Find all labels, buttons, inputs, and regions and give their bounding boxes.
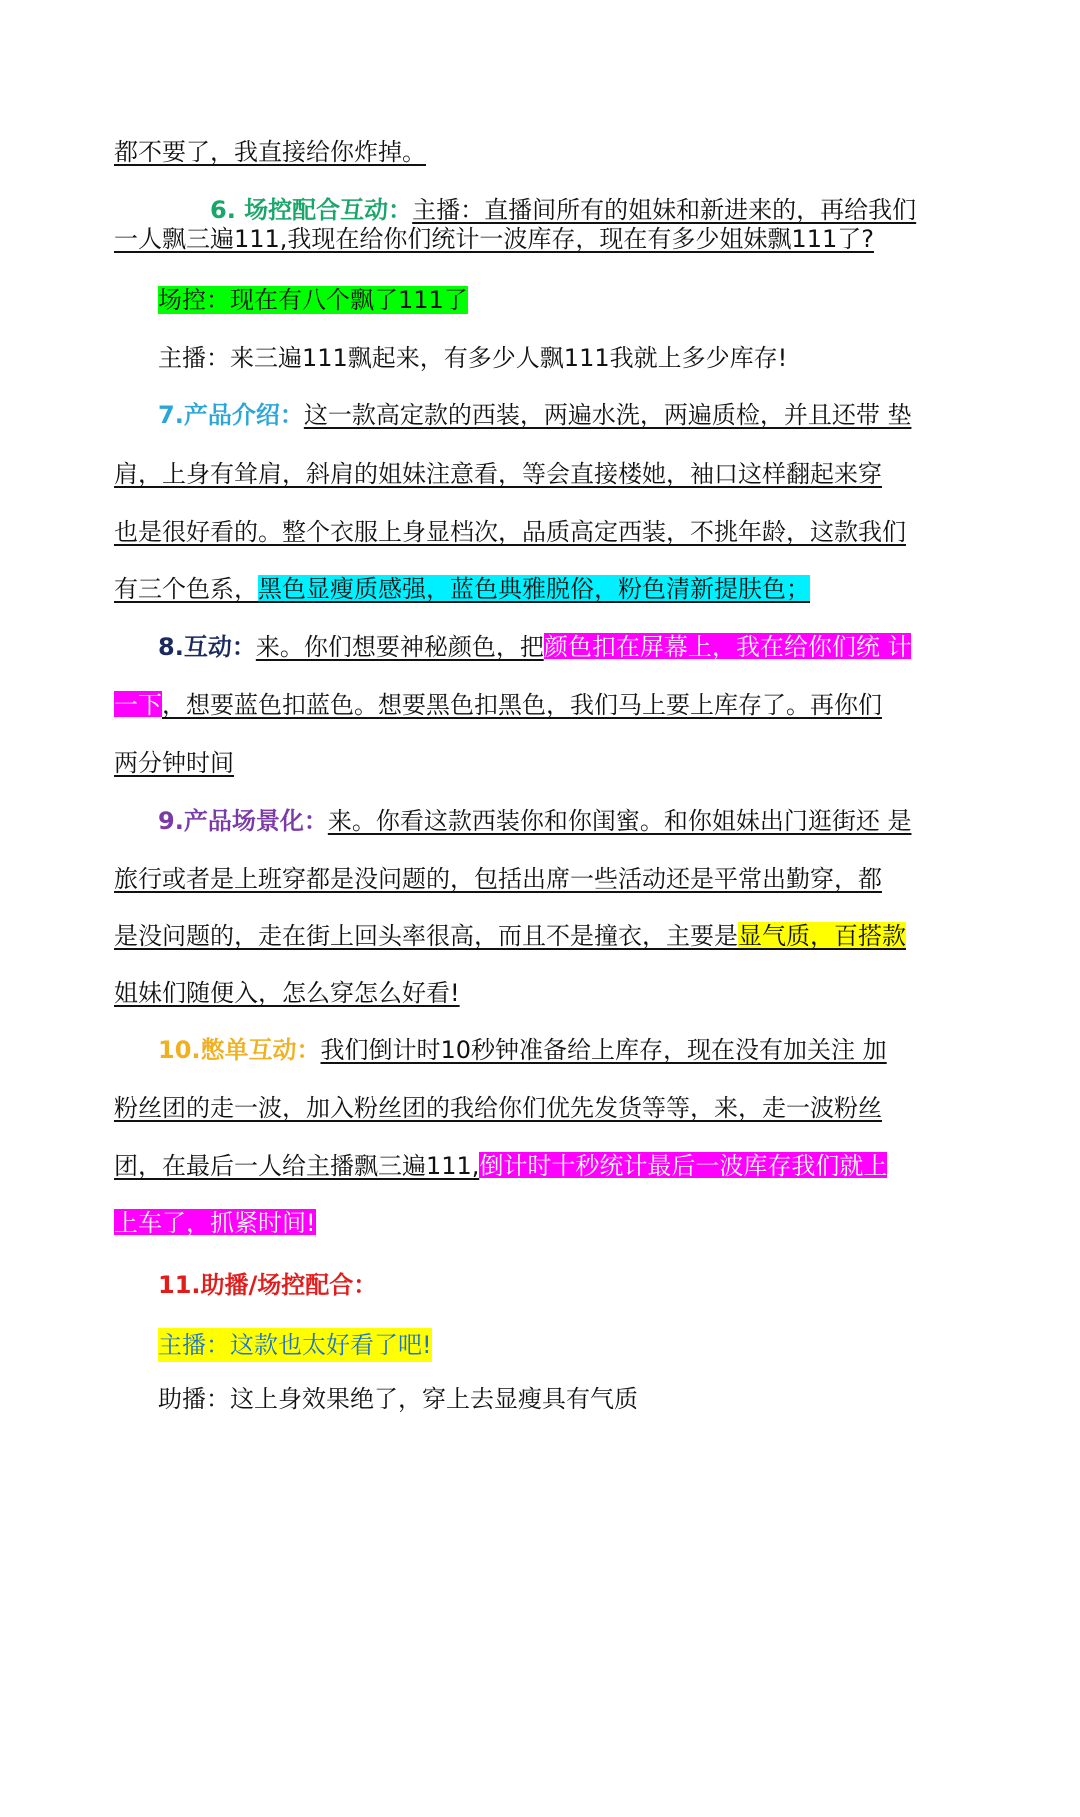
section-7-text: 肩，上身有耸肩，斜肩的姐妹注意看，等会直接楼她，袖口这样翻起来穿 — [114, 460, 882, 488]
highlight-magenta: 颜色扣在屏幕上，我在给你们统 计 — [543, 633, 912, 661]
section-6-line-4 — [158, 341, 966, 375]
highlight-cyan: 黑色显瘦质感强，蓝色典雅脱俗，粉色清新提肤色； — [258, 575, 810, 603]
section-7-line-3 — [114, 515, 1020, 549]
section-6-line-2 — [114, 222, 1020, 256]
section-11-heading: 11.助播/场控配合： — [158, 1271, 378, 1299]
section-8-line-2 — [114, 688, 1020, 722]
section-8-heading: 8.互动： — [158, 633, 256, 661]
section-9-line-3 — [114, 919, 1020, 953]
highlight-yellow-blue: 主播：这款也太好看了吧! — [158, 1328, 432, 1362]
section-11-line-2 — [158, 1328, 966, 1362]
section-7-text: 也是很好看的。整个衣服上身显档次，品质高定西装，不挑年龄，这款我们 — [114, 518, 906, 546]
section-10-text: 粉丝团的走一波，加入粉丝团的我给你们优先发货等等，来，走一波粉丝 — [114, 1094, 882, 1122]
section-6-text: 一人飘三遍111,我现在给你们统计一波库存，现在有多少姐妹飘111了? — [114, 225, 874, 253]
section-7-text: 这一款高定款的西装，两遍水洗，两遍质检，并且还带 垫 — [303, 401, 912, 429]
section-8-text: 来。你们想要神秘颜色，把 — [255, 633, 544, 661]
section-10-heading: 10.憋单互动： — [158, 1036, 321, 1064]
section-8-line-3 — [114, 746, 966, 780]
section-7-text: 有三个色系， — [114, 575, 258, 603]
section-10-line-4 — [114, 1206, 966, 1240]
highlight-magenta: 倒计时十秒统计最后一波库存我们就上 — [479, 1152, 888, 1180]
section-9-text: 来。你看这款西装你和你闺蜜。和你姐妹出门逛街还 是 — [327, 807, 912, 835]
section-10-line-1 — [158, 1033, 1020, 1067]
section-9-text: 是没问题的，走在街上回头率很高，而且不是撞衣，主要是 — [114, 922, 738, 950]
section-9-text: 姐妹们随便入，怎么穿怎么好看! — [114, 979, 460, 1007]
section-8-text: ，想要蓝色扣蓝色。想要黑色扣黑色，我们马上要上库存了。再你们 — [162, 691, 882, 719]
section-8-text: 两分钟时间 — [114, 749, 234, 777]
section-6-text: 主播：来三遍111飘起来，有多少人飘111我就上多少库存! — [158, 344, 788, 372]
section-9-heading: 9.产品场景化： — [158, 807, 328, 835]
section-6-text: 主播：直播间所有的姐妹和新进来的，再给我们 — [412, 196, 917, 224]
highlight-yellow: 显气质，百搭款 — [738, 922, 906, 950]
section-10-line-3 — [114, 1149, 1020, 1183]
highlight-magenta: 一下 — [114, 691, 162, 719]
section-7-line-4 — [114, 572, 1020, 606]
section-9-line-2 — [114, 862, 1020, 896]
section-9-line-4 — [114, 976, 966, 1010]
section-10-text: 团，在最后一人给主播飘三遍111, — [114, 1152, 480, 1180]
section-7-heading: 7.产品介绍： — [158, 401, 304, 429]
section-6-heading: 6. 场控配合互动： — [210, 196, 413, 224]
section-9-line-1 — [158, 804, 1020, 838]
highlight-green: 场控：现在有八个飘了111了 — [158, 286, 468, 314]
section-11-line-3 — [158, 1382, 966, 1416]
section-6-line-3 — [158, 283, 966, 317]
paragraph-text: 都不要了，我直接给你炸掉。 — [114, 138, 426, 166]
section-10-text: 我们倒计时10秒钟准备给上库存，现在没有加关注 加 — [320, 1036, 887, 1064]
section-11-text: 助播：这上身效果绝了，穿上去显瘦具有气质 — [158, 1385, 638, 1413]
section-9-text: 旅行或者是上班穿都是没问题的，包括出席一些活动还是平常出勤穿，都 — [114, 865, 882, 893]
section-8-line-1 — [158, 630, 1020, 664]
text-line — [114, 135, 966, 169]
section-7-line-1 — [158, 398, 1020, 432]
section-11-line-1 — [158, 1268, 966, 1302]
section-7-line-2 — [114, 457, 1020, 491]
section-10-line-2 — [114, 1091, 1020, 1125]
highlight-magenta: 上车了，抓紧时间! — [114, 1209, 316, 1237]
